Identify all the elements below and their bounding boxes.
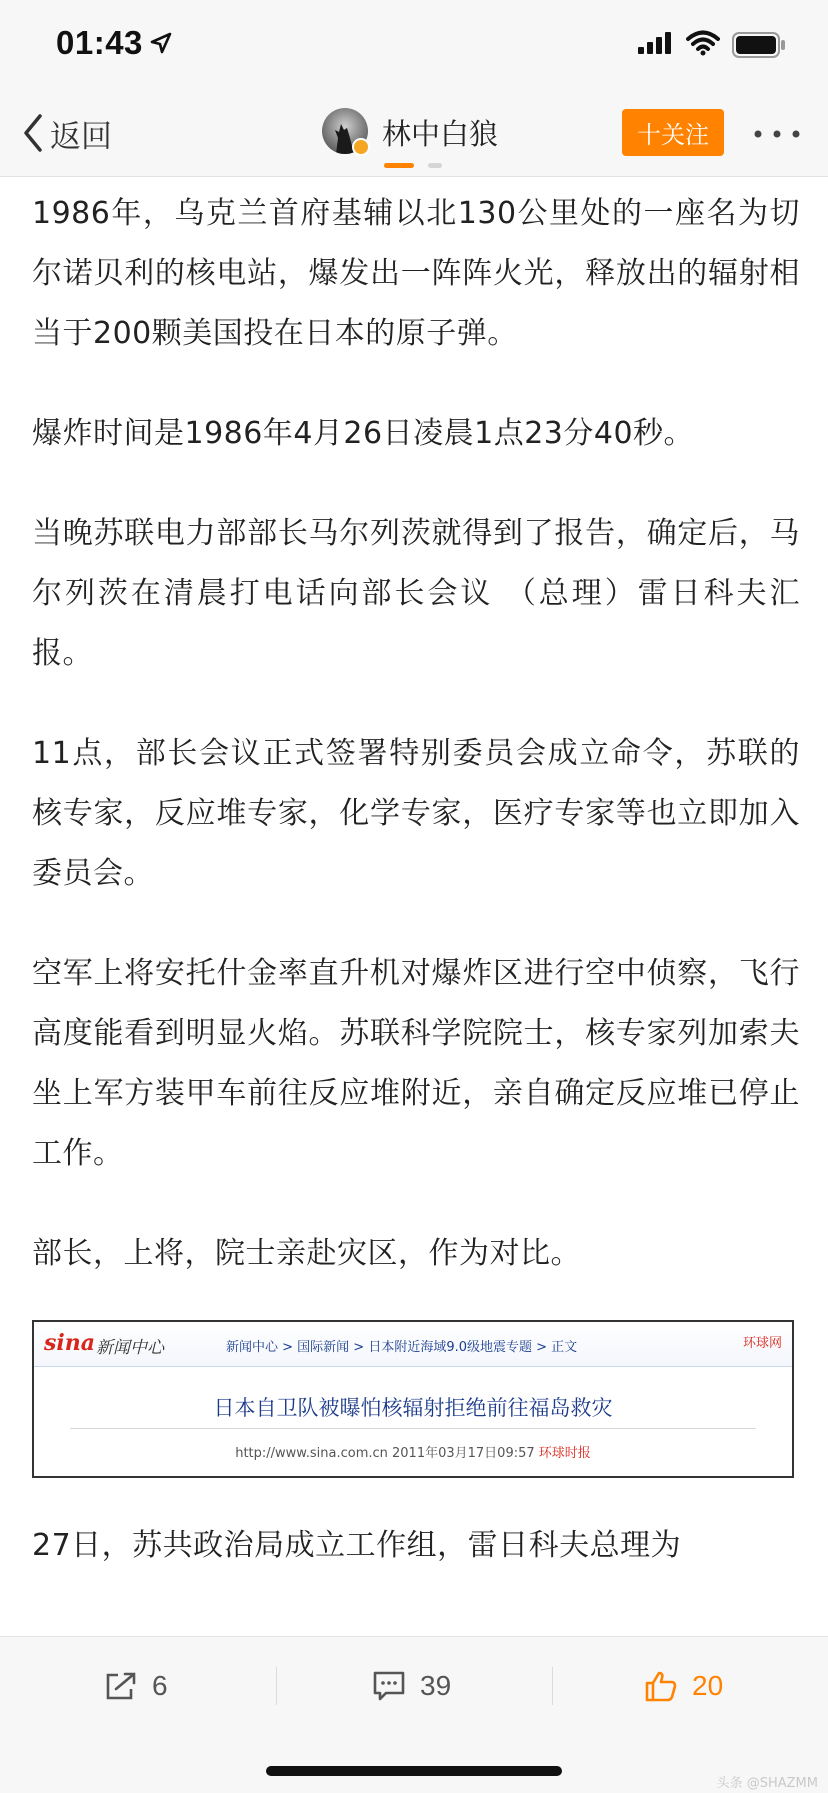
embed-breadcrumb: 新闻中心 > 国际新闻 > 日本附近海域9.0级地震专题 > 正文: [226, 1340, 578, 1355]
repost-icon: [104, 1671, 138, 1701]
comment-count: 39: [420, 1670, 452, 1701]
article-paragraph: 部长，上将，院士亲赴灾区，作为对比。: [32, 1236, 581, 1271]
page-indicator-inactive: [428, 163, 442, 168]
status-time: 01:43: [56, 24, 143, 61]
page-indicator-active: [384, 163, 414, 168]
article-paragraph: 1986年，乌克兰首府基辅以北130公里处的一座名为切尔诺贝利的核电站，爆发出一阵阵火光，释放出的辐射相当于200颗美国投在日本的原子弹。: [32, 196, 800, 351]
embedded-news-screenshot[interactable]: [32, 1320, 794, 1478]
article-paragraph: 空军上将安托什金率直升机对爆炸区进行空中侦察，飞行高度能看到明显火焰。苏联科学院院士，核专家列加索夫坐上军方装甲车前往反应堆附近，亲自确定反应堆已停止工作。: [32, 956, 800, 1171]
home-indicator[interactable]: [266, 1766, 562, 1776]
status-bar: [0, 0, 828, 92]
like-button[interactable]: [644, 1661, 723, 1711]
article-paragraph: 爆炸时间是1986年4月26日凌晨1点23分40秒。: [32, 416, 695, 451]
huanqiu-logo: 环球网: [742, 1336, 782, 1351]
back-button[interactable]: [22, 108, 112, 158]
comment-button[interactable]: [372, 1661, 451, 1711]
article-body: [32, 184, 800, 1616]
back-chevron-icon: [22, 113, 44, 153]
repost-button[interactable]: [104, 1661, 168, 1711]
sina-logo: sina: [44, 1330, 95, 1356]
more-dots-icon[interactable]: [752, 122, 802, 146]
embed-header: [34, 1322, 792, 1367]
back-label: 返回: [50, 118, 112, 155]
signal-icon: [638, 32, 674, 54]
user-name[interactable]: 林中白狼: [382, 117, 499, 151]
location-arrow-icon: [150, 32, 172, 54]
like-icon: [644, 1670, 678, 1702]
comment-icon: [372, 1670, 406, 1702]
embed-headline: 日本自卫队被曝怕核辐射拒绝前往福岛救灾: [213, 1396, 613, 1420]
embed-source-line: [34, 1442, 792, 1461]
embed-divider: [70, 1428, 756, 1429]
repost-count: 6: [152, 1670, 168, 1701]
follow-button[interactable]: 十关注: [622, 109, 724, 156]
battery-icon: [732, 32, 786, 58]
wifi-icon: [686, 30, 720, 56]
embed-url: http://www.sina.com.cn 2011年03月17日09:57: [235, 1446, 535, 1461]
embed-source: 环球时报: [538, 1446, 591, 1461]
like-count: 20: [692, 1670, 724, 1701]
toolbar-divider: [276, 1667, 277, 1705]
article-paragraph: 当晚苏联电力部部长马尔列茨就得到了报告，确定后，马尔列茨在清晨打电话向部长会议 （总理）雷日科夫汇报。: [32, 516, 800, 671]
article-paragraph: 27日，苏共政治局成立工作组，雷日科夫总理为: [32, 1528, 682, 1563]
article-paragraph: 11点，部长会议正式签署特别委员会成立命令，苏联的核专家，反应堆专家，化学专家，医疗专家等也立即加入委员会。: [32, 736, 800, 891]
verified-badge-icon: [352, 138, 370, 156]
nav-bar: [0, 92, 828, 177]
sina-section-label: 新闻中心: [96, 1338, 164, 1358]
watermark: 头条 @SHAZMM: [716, 1776, 818, 1791]
toolbar-divider: [552, 1667, 553, 1705]
